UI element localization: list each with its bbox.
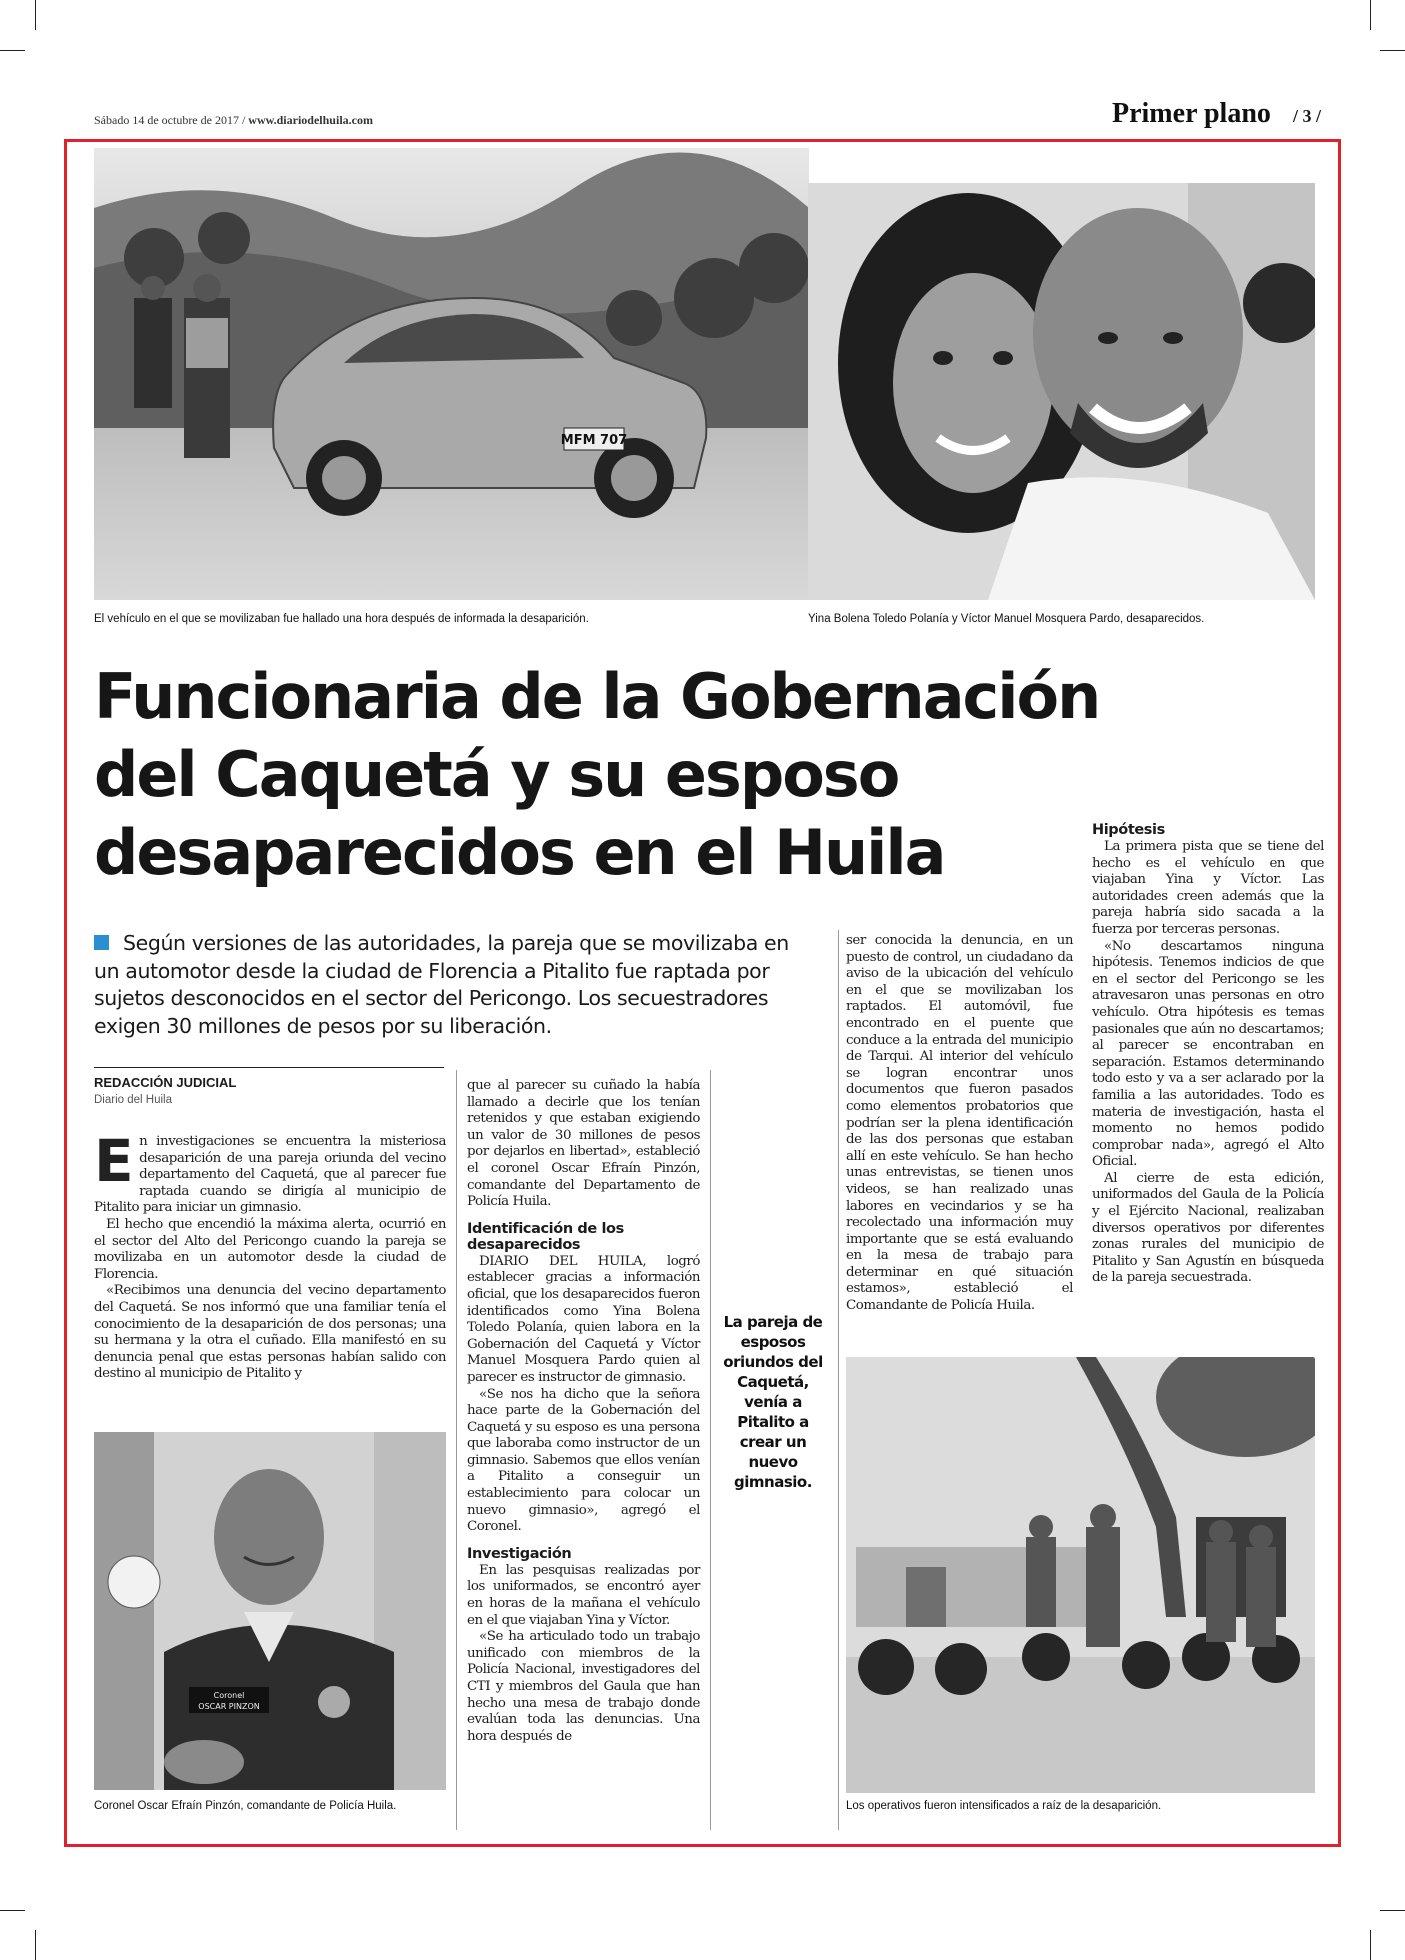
paragraph: El hecho que encendió la máxima alerta, ocurrió en el sector del Alto del Pericongo cuando la pareja se movilizaba en un automotor desde la ciudad de Florencia. bbox=[94, 1216, 446, 1282]
paragraph bbox=[94, 1127, 446, 1217]
paragraph: «Se ha articulado todo un trabajo unificado con miembros de la Policía Nacional, investigadores del CTI y miembros del Gaula que han hecho una mesa de trabajo donde evalúan toda las denuncias. Una hora después de bbox=[467, 1629, 700, 1744]
paragraph-text: n investigaciones se encuentra la misteriosa desaparición de una pareja oriunda del vecino departamento del Caquetá, que al parecer fue raptada cuando se dirigía al municipio de Pitalito para iniciar un gimnasio. bbox=[94, 1134, 446, 1216]
byline-outlet: Diario del Huila bbox=[94, 1094, 172, 1106]
colonel-photo-caption: Coronel Oscar Efraín Pinzón, comandante de Policía Huila. bbox=[94, 1800, 397, 1812]
paragraph: En las pesquisas realizadas por los uniformados, se encontró ayer en horas de la mañana el vehículo en el que viajaban Yina y Víctor. bbox=[467, 1562, 700, 1628]
subheading: Identificación de los desaparecidos bbox=[467, 1220, 624, 1253]
paragraph: ser conocida la denuncia, en un puesto de control, un ciudadano da aviso de la ubicación del vehículo en el que se movilizaban los raptados. El automóvil, fue encontrado en el puente que conduce a la entrada del municipio de Tarqui. Al interior del vehículo se logran encontrar unos documentos que fueron pasados como elementos probatorios que podrían ser la plena identificación de las dos personas que estaban allí en este vehículo. Se han hecho unas entrevistas, se tienen unos videos, se han realizado unas labores en vecindarios y se ha recolectado una información muy importante que se está evaluando en la mesa de trabajo para determinar en qué situación estamos», estableció el Comandante de Policía Huila. bbox=[846, 933, 1073, 1314]
subheading: Investigación bbox=[467, 1545, 572, 1562]
subheading: Hipótesis bbox=[1092, 822, 1165, 838]
headline-line: del Caquetá y su esposo bbox=[94, 738, 899, 811]
drop-cap: E bbox=[94, 1127, 134, 1195]
article-column-4 bbox=[1092, 822, 1324, 1287]
paragraph: «No descartamos ninguna hipótesis. Tenemos indicios de que en el sector del Pericongo se les atravesaron unas personas en otro vehículo. Otra hipótesis es temas pasionales que aún no descartamos; al parecer se encontraban en separación. Estamos determinando todo esto y va a ser aclarado por la familia a las autoridades. Todo es materia de investigación, hasta el momento no hemos podido comprobar nada», agregó el Alto Oficial. bbox=[1092, 938, 1324, 1170]
checkpoint-photo bbox=[846, 1357, 1315, 1793]
crop-mark bbox=[0, 50, 25, 51]
date-text: Sábado 14 de octubre de 2017 / bbox=[94, 113, 249, 127]
crop-mark bbox=[1370, 0, 1371, 30]
crop-mark bbox=[1380, 1910, 1405, 1911]
paragraph: que al parecer su cuñado la había llamado a decirle que los tenían retenidos y que estaban exigiendo un valor de 30 millones de pesos por dejarlos en libertad», estableció el coronel Oscar Efraín Pinzón, comandante del Departamento de Policía Huila. bbox=[467, 1078, 700, 1210]
header-date bbox=[94, 113, 373, 128]
car-photo bbox=[94, 148, 809, 600]
article-column-2 bbox=[467, 1078, 700, 1745]
couple-photo-caption: Yina Bolena Toledo Polanía y Víctor Manuel Mosquera Pardo, desaparecidos. bbox=[808, 613, 1205, 625]
column-divider bbox=[456, 1070, 457, 1830]
name-badge-rank: Coronel bbox=[213, 1691, 245, 1700]
article-column-3 bbox=[846, 933, 1073, 1315]
column-divider bbox=[838, 930, 839, 1830]
crop-mark bbox=[35, 1930, 36, 1960]
site-link[interactable]: www.diariodelhuila.com bbox=[248, 113, 373, 127]
page-number: / 3 / bbox=[1293, 106, 1322, 126]
headline-line: desaparecidos en el Huila bbox=[94, 816, 945, 889]
crop-mark bbox=[1380, 50, 1405, 51]
checkpoint-photo-caption: Los operativos fueron intensificados a raíz de la desaparición. bbox=[846, 1800, 1162, 1812]
paragraph: DIARIO DEL HUILA, logró establecer gracias a información oficial, que los desaparecidos fueron identificados como Yina Bolena Toledo Polanía, quien labora en la Gobernación del Caquetá y Víctor Manuel Mosquera Pardo quien al parecer es instructor de gimnasio. bbox=[467, 1253, 700, 1385]
byline-author: REDACCIÓN JUDICIAL bbox=[94, 1075, 237, 1090]
crop-mark bbox=[35, 0, 36, 30]
name-badge-name: OSCAR PINZON bbox=[198, 1702, 260, 1711]
crop-mark bbox=[0, 1910, 25, 1911]
article-column-1 bbox=[94, 1127, 446, 1383]
lead-bullet-square bbox=[94, 935, 109, 950]
lead-paragraph bbox=[94, 930, 814, 1040]
lead-text: Según versiones de las autoridades, la pareja que se movilizaba en un automotor desde la ciudad de Florencia a Pitalito fue raptada por sujetos desconocidos en el sector del Pericongo. Los secuestradores exigen 30 millones de pesos por su liberación. bbox=[94, 931, 789, 1038]
colonel-photo bbox=[94, 1432, 446, 1790]
crop-mark bbox=[1370, 1930, 1371, 1960]
section-title: Primer plano bbox=[1112, 98, 1271, 129]
byline-rule bbox=[94, 1067, 444, 1068]
paragraph: Al cierre de esta edición, uniformados del Gaula de la Policía y el Ejército Nacional, realizaban diversos operativos por diferentes zonas rurales del municipio de Pitalito y San Agustín en búsqueda de la pareja secuestrada. bbox=[1092, 1170, 1324, 1286]
pull-quote: La pareja de esposos oriundos del Caquetá, venía a Pitalito a crear un nuevo gimnasio. bbox=[723, 1313, 823, 1491]
column-divider bbox=[710, 1070, 711, 1830]
paragraph: «Recibimos una denuncia del vecino departamento del Caquetá. Se nos informó que una familiar tenía el conocimiento de la desaparición de dos personas; una su hermana y la otra el cuñado. Ella manifestó en su denuncia penal que estas personas habían salido con destino al municipio de Pitalito y bbox=[94, 1283, 446, 1382]
paragraph: La primera pista que se tiene del hecho es el vehículo en que viajaban Yina y Víctor. Las autoridades creen además que la pareja habría sido sacada a la fuerza por terceras personas. bbox=[1092, 839, 1324, 937]
car-photo-caption: El vehículo en el que se movilizaban fue hallado una hora después de informada la desaparición. bbox=[94, 613, 589, 625]
headline-line: Funcionaria de la Gobernación bbox=[94, 660, 1100, 733]
couple-photo bbox=[808, 183, 1315, 600]
paragraph: «Se nos ha dicho que la señora hace parte de la Gobernación del Caquetá y su esposo es una persona que laboraba como instructor de un gimnasio. Sabemos que ellos venían a Pitalito a conseguir un establecimiento para colocar un nuevo gimnasio», agregó el Coronel. bbox=[467, 1386, 700, 1535]
license-plate: MFM 707 bbox=[560, 433, 628, 448]
